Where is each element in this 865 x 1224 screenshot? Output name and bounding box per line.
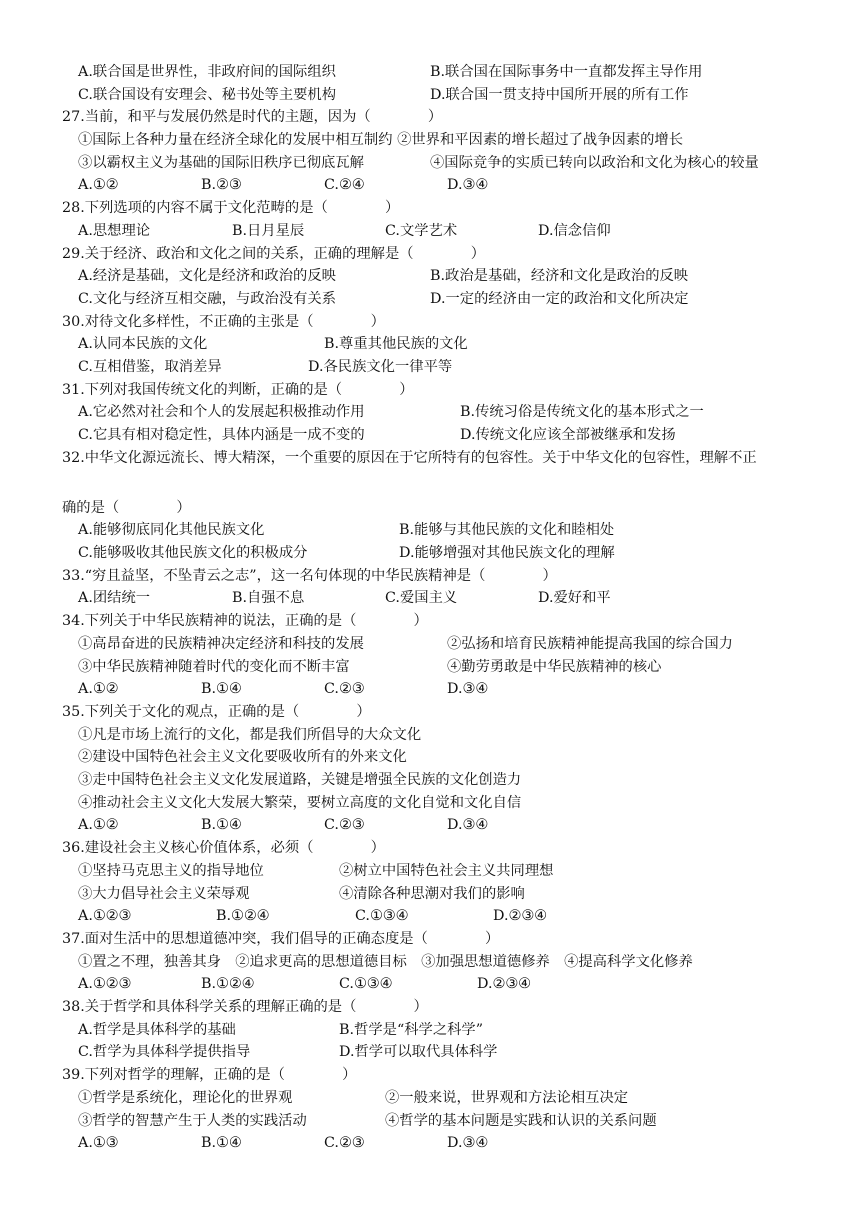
option-text: D.③④: [447, 817, 489, 833]
option-text: B.尊重其他民族的文化: [324, 336, 468, 352]
option-text: D.③④: [447, 1135, 489, 1151]
option-row: [62, 544, 822, 562]
option-row: [62, 885, 822, 903]
option-text: B.①④: [201, 1135, 242, 1151]
option-text: A.团结统一: [78, 590, 151, 606]
question-stem: 34.下列关于中华民族精神的说法，正确的是（ ）: [62, 613, 428, 629]
option-row: [62, 358, 822, 376]
option-text: A.①②③: [78, 908, 132, 924]
option-text: ②建设中国特色社会主义文化要吸收所有的外来文化: [78, 749, 407, 765]
option-text: B.政治是基础，经济和文化是政治的反映: [430, 268, 689, 284]
option-text: D.③④: [447, 681, 489, 697]
option-text: B.哲学是“科学之科学”: [339, 1022, 484, 1038]
option-text: D.传统文化应该全部被继承和发扬: [460, 427, 676, 443]
option-text: D.哲学可以取代具体科学: [339, 1044, 498, 1060]
option-row: [62, 403, 822, 421]
option-text: A.①②: [78, 177, 119, 193]
option-text: B.①②④: [201, 976, 255, 992]
option-row: [62, 131, 822, 149]
option-row: [62, 726, 822, 744]
option-row: [62, 426, 822, 444]
option-text: B.①④: [201, 817, 242, 833]
question-stem: 36.建设社会主义核心价值体系，必须（ ）: [62, 840, 385, 856]
option-text: D.信念信仰: [538, 223, 611, 239]
option-row: [62, 521, 822, 539]
option-text: ③以霸权主义为基础的国际旧秩序已彻底瓦解: [78, 155, 364, 171]
option-text: C.①③④: [355, 908, 409, 924]
option-text: ①坚持马克思主义的指导地位: [78, 863, 264, 879]
option-text: C.②③: [324, 681, 365, 697]
option-text: D.爱好和平: [538, 590, 611, 606]
option-text: A.①②: [78, 817, 119, 833]
option-text: B.联合国在国际事务中一直都发挥主导作用: [430, 64, 703, 80]
option-text: D.②③④: [493, 908, 547, 924]
option-row: [62, 862, 822, 880]
option-text: ④勤劳勇敢是中华民族精神的核心: [447, 659, 662, 675]
question-stem: 27.当前，和平与发展仍然是时代的主题，因为（ ）: [62, 109, 443, 125]
option-row: [62, 1043, 822, 1061]
question-stem: 28.下列选项的内容不属于文化范畴的是（ ）: [62, 200, 400, 216]
option-text: ②弘扬和培育民族精神能提高我国的综合国力: [447, 636, 733, 652]
option-text: ④国际竞争的实质已转向以政治和文化为核心的较量: [430, 155, 759, 171]
option-text: C.联合国设有安理会、秘书处等主要机构: [78, 87, 337, 103]
option-text: ④清除各种思潮对我们的影响: [339, 886, 525, 902]
option-text: A.认同本民族的文化: [78, 336, 208, 352]
option-text: D.能够增强对其他民族文化的理解: [399, 545, 615, 561]
question-stem: 31.下列对我国传统文化的判断，正确的是（ ）: [62, 382, 414, 398]
option-text: B.①④: [201, 681, 242, 697]
option-text: C.文化与经济互相交融，与政治没有关系: [78, 291, 337, 307]
option-text: B.②③: [201, 177, 242, 193]
option-text: D.③④: [447, 177, 489, 193]
option-text: A.①②③: [78, 976, 132, 992]
option-text: D.各民族文化一律平等: [308, 359, 453, 375]
question-stem: 30.对待文化多样性，不正确的主张是（ ）: [62, 314, 385, 330]
option-text: B.自强不息: [232, 590, 305, 606]
option-row: [62, 589, 822, 607]
option-text: D.联合国一贯支持中国所开展的所有工作: [430, 87, 689, 103]
option-row: [62, 658, 822, 676]
option-row: [62, 748, 822, 766]
option-text: ④哲学的基本问题是实践和认识的关系问题: [385, 1113, 657, 1129]
option-row: [62, 816, 822, 834]
option-row: [62, 953, 822, 971]
option-text: C.①③④: [339, 976, 393, 992]
option-text: ②树立中国特色社会主义共同理想: [339, 863, 554, 879]
option-text: A.经济是基础，文化是经济和政治的反映: [78, 268, 336, 284]
option-row: [62, 222, 822, 240]
option-row: [62, 1134, 822, 1152]
option-text: ①凡是市场上流行的文化，都是我们所倡导的大众文化: [78, 727, 422, 743]
option-row: [62, 86, 822, 104]
option-text: C.互相借鉴，取消差异: [78, 359, 222, 375]
option-text: C.能够吸收其他民族文化的积极成分: [78, 545, 308, 561]
question-stem: 35.下列关于文化的观点，正确的是（ ）: [62, 704, 371, 720]
question-stem: 39.下列对哲学的理解，正确的是（ ）: [62, 1067, 357, 1083]
option-text: C.②③: [324, 1135, 365, 1151]
option-text: A.能够彻底同化其他民族文化: [78, 522, 265, 538]
option-text: ③大力倡导社会主义荣辱观: [78, 886, 250, 902]
option-text: C.哲学为具体科学提供指导: [78, 1044, 251, 1060]
option-text: A.联合国是世界性，非政府间的国际组织: [78, 64, 336, 80]
option-row: [62, 1112, 822, 1130]
question-stem: 33.“穷且益坚，不坠青云之志”，这一名句体现的中华民族精神是（ ）: [62, 568, 557, 584]
option-row: [62, 1089, 822, 1107]
option-row: [62, 680, 822, 698]
option-row: [62, 176, 822, 194]
option-text: ①国际上各种力量在经济全球化的发展中相互制约 ②世界和平因素的增长超过了战争因素的增长: [78, 132, 684, 148]
option-row: [62, 794, 822, 812]
option-text: ③中华民族精神随着时代的变化而不断丰富: [78, 659, 350, 675]
option-text: ③哲学的智慧产生于人类的实践活动: [78, 1113, 307, 1129]
option-text: ④推动社会主义文化大发展大繁荣，要树立高度的文化自觉和文化自信: [78, 795, 522, 811]
option-text: ③走中国特色社会主义文化发展道路，关键是增强全民族的文化创造力: [78, 772, 522, 788]
option-text: ①置之不理，独善其身 ②追求更高的思想道德目标 ③加强思想道德修养 ④提高科学文化修养: [78, 954, 693, 970]
option-row: [62, 267, 822, 285]
option-text: ②一般来说，世界观和方法论相互决定: [385, 1090, 629, 1106]
question-stem: 29.关于经济、政治和文化之间的关系，正确的理解是（ ）: [62, 246, 486, 262]
option-row: [62, 63, 822, 81]
option-text: A.思想理论: [78, 223, 151, 239]
option-text: A.①②: [78, 681, 119, 697]
option-text: C.文学艺术: [385, 223, 458, 239]
option-row: [62, 154, 822, 172]
question-stem: 38.关于哲学和具体科学关系的理解正确的是（ ）: [62, 999, 428, 1015]
option-row: [62, 771, 822, 789]
option-text: D.一定的经济由一定的政治和文化所决定: [430, 291, 689, 307]
option-text: C.爱国主义: [385, 590, 458, 606]
option-text: ①高昂奋进的民族精神决定经济和科技的发展: [78, 636, 364, 652]
option-row: [62, 907, 822, 925]
option-text: A.它必然对社会和个人的发展起积极推动作用: [78, 404, 365, 420]
option-text: B.日月星辰: [232, 223, 305, 239]
option-row: [62, 975, 822, 993]
option-row: [62, 635, 822, 653]
option-text: A.哲学是具体科学的基础: [78, 1022, 236, 1038]
option-text: C.它具有相对稳定性，具体内涵是一成不变的: [78, 427, 365, 443]
option-text: C.②③: [324, 817, 365, 833]
option-text: ①哲学是系统化，理论化的世界观: [78, 1090, 293, 1106]
option-row: [62, 290, 822, 308]
option-text: D.②③④: [477, 976, 531, 992]
question-stem: 32.中华文化源远流长、博大精深，一个重要的原因在于它所特有的包容性。关于中华文化的包容性，理解不正: [62, 450, 757, 466]
option-text: A.①③: [78, 1135, 119, 1151]
option-row: [62, 1021, 822, 1039]
option-text: B.传统习俗是传统文化的基本形式之一: [460, 404, 704, 420]
option-row: [62, 335, 822, 353]
question-stem: 37.面对生活中的思想道德冲突，我们倡导的正确态度是（ ）: [62, 931, 500, 947]
question-stem: 确的是（ ）: [62, 500, 191, 516]
option-text: B.①②④: [216, 908, 270, 924]
option-text: B.能够与其他民族的文化和睦相处: [399, 522, 615, 538]
option-text: C.②④: [324, 177, 365, 193]
